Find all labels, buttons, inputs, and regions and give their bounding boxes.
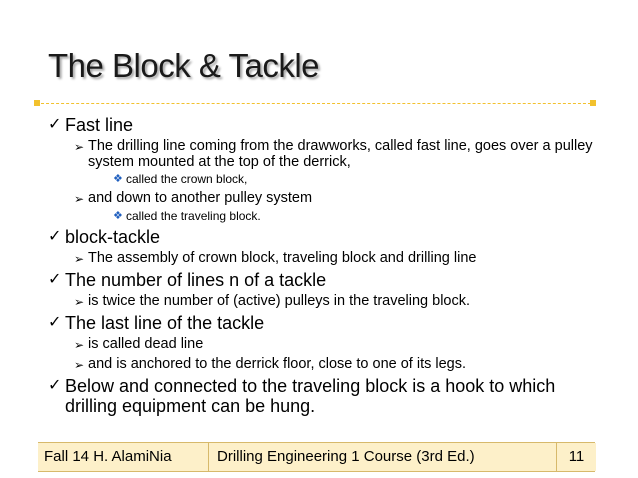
sub-sub-bullet-text: called the crown block, <box>126 172 248 186</box>
bullet-text: Below and connected to the traveling block is a hook to which drilling equipment can be hung. <box>65 376 556 416</box>
bullet-item <box>48 115 608 135</box>
arrow-bullet-icon: ➢ <box>74 252 85 266</box>
footer-bar <box>38 442 595 472</box>
checkmark-icon: ✓ <box>48 116 62 133</box>
arrow-bullet-icon: ➢ <box>74 338 85 352</box>
bullet-item <box>48 227 608 247</box>
sub-bullet-text: and down to another pulley system <box>88 190 313 206</box>
divider-cap-left <box>34 100 40 106</box>
sub-bullet-text: and is anchored to the derrick floor, close to one of its legs. <box>88 356 467 372</box>
footer-course: Drilling Engineering 1 Course (3rd Ed.) <box>208 443 596 471</box>
divider-cap-right <box>590 100 596 106</box>
bullet-item <box>48 376 608 416</box>
checkmark-icon: ✓ <box>48 271 62 288</box>
title-divider <box>36 103 596 104</box>
sub-bullet-item <box>74 293 608 310</box>
sub-bullet-text: is twice the number of (active) pulleys in the traveling block. <box>88 293 471 309</box>
bullet-text: The number of lines n of a tackle <box>65 270 327 290</box>
arrow-bullet-icon: ➢ <box>74 358 85 372</box>
slide-title: The Block & Tackle <box>48 47 320 84</box>
arrow-bullet-icon: ➢ <box>74 295 85 309</box>
bullet-text: The last line of the tackle <box>65 313 265 333</box>
page-number: 11 <box>556 443 596 471</box>
diamond-bullet-icon: ❖ <box>113 173 123 185</box>
bullet-item <box>48 270 608 290</box>
checkmark-icon: ✓ <box>48 228 62 245</box>
sub-bullet-item <box>74 190 608 207</box>
bullet-text: Fast line <box>65 115 134 135</box>
diamond-bullet-icon: ❖ <box>113 210 123 222</box>
sub-bullet-item <box>74 138 608 170</box>
bullet-text: block-tackle <box>65 227 161 247</box>
checkmark-icon: ✓ <box>48 314 62 331</box>
sub-sub-bullet-item <box>113 172 608 187</box>
sub-bullet-item <box>74 336 608 353</box>
arrow-bullet-icon: ➢ <box>74 140 85 154</box>
sub-sub-bullet-item <box>113 209 608 224</box>
sub-sub-bullet-text: called the traveling block. <box>126 209 261 223</box>
checkmark-icon: ✓ <box>48 377 62 394</box>
sub-bullet-item <box>74 356 608 373</box>
sub-bullet-item <box>74 250 608 267</box>
bullet-item <box>48 313 608 333</box>
sub-bullet-text: The drilling line coming from the drawworks, called fast line, goes over a pulley system mounted at the top of the derrick, <box>88 138 593 170</box>
footer-author: Fall 14 H. AlamiNia <box>44 448 172 465</box>
sub-bullet-text: is called dead line <box>88 336 204 352</box>
bullet-list <box>48 112 608 416</box>
sub-bullet-text: The assembly of crown block, traveling block and drilling line <box>88 250 477 266</box>
arrow-bullet-icon: ➢ <box>74 192 85 206</box>
